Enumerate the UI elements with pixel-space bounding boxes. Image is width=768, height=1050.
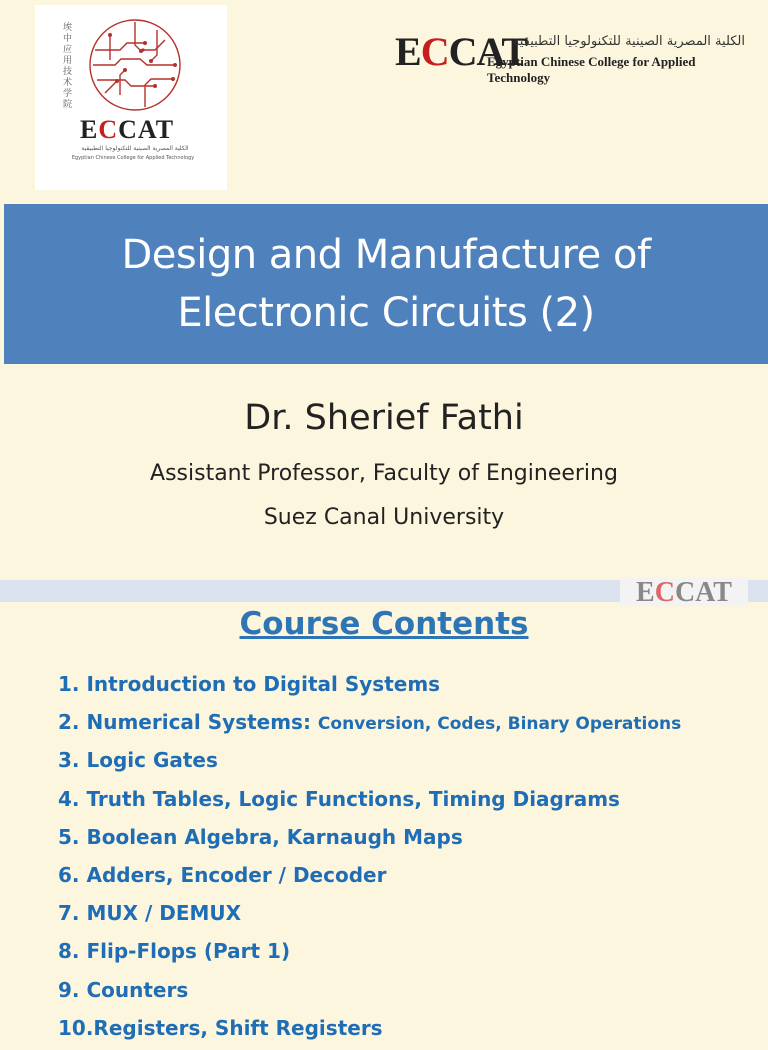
- list-item: 2. Numerical Systems: Conversion, Codes, Binary Operations: [58, 710, 682, 735]
- list-item: 10.Registers, Shift Registers: [58, 1015, 383, 1040]
- course-title-line-1: Design and Manufacture of: [121, 232, 651, 278]
- list-item: 8. Flip-Flops (Part 1): [58, 939, 291, 964]
- header-arabic-name: الكلية المصرية الصينية للتكنولوجيا التطبيقية: [512, 34, 745, 49]
- corner-logo: ECCAT: [620, 578, 748, 606]
- logo-arabic-name: الكلية المصرية الصينية للتكنولوجيا التطبيقية: [81, 145, 189, 152]
- author-name: Dr. Sherief Fathi: [244, 398, 524, 438]
- list-item: 3. Logic Gates: [58, 748, 218, 773]
- course-contents-heading: Course Contents: [239, 606, 529, 642]
- author-affiliation: [0, 452, 768, 540]
- course-title: [4, 226, 768, 342]
- eccat-header-logo: [395, 29, 755, 85]
- eccat-emblem-logo: [35, 5, 227, 190]
- list-item: 4. Truth Tables, Logic Functions, Timing Diagrams: [58, 786, 620, 811]
- logo-wordmark: ECCAT: [80, 115, 175, 144]
- author-position: Assistant Professor, Faculty of Engineering: [150, 461, 618, 486]
- list-item: 9. Counters: [58, 977, 189, 1002]
- course-title-line-2: Electronic Circuits (2): [177, 290, 595, 336]
- chinese-college-name: 埃中应用技术学院: [63, 23, 73, 110]
- title-banner: [4, 204, 768, 364]
- list-item: 7. MUX / DEMUX: [58, 901, 242, 926]
- list-item: 6. Adders, Encoder / Decoder: [58, 862, 387, 887]
- header-wordmark: ECCAT: [395, 29, 528, 74]
- globe-circuit-icon: [85, 15, 185, 115]
- logo-english-name: Egyptian Chinese College for Applied Technology: [71, 155, 195, 161]
- course-contents-list: [58, 668, 758, 1050]
- header-english-name: Egyptian Chinese College for Applied Technology: [487, 54, 696, 85]
- author-university: Suez Canal University: [263, 505, 505, 530]
- list-item: 1. Introduction to Digital Systems: [58, 672, 441, 696]
- list-item: 5. Boolean Algebra, Karnaugh Maps: [58, 824, 463, 849]
